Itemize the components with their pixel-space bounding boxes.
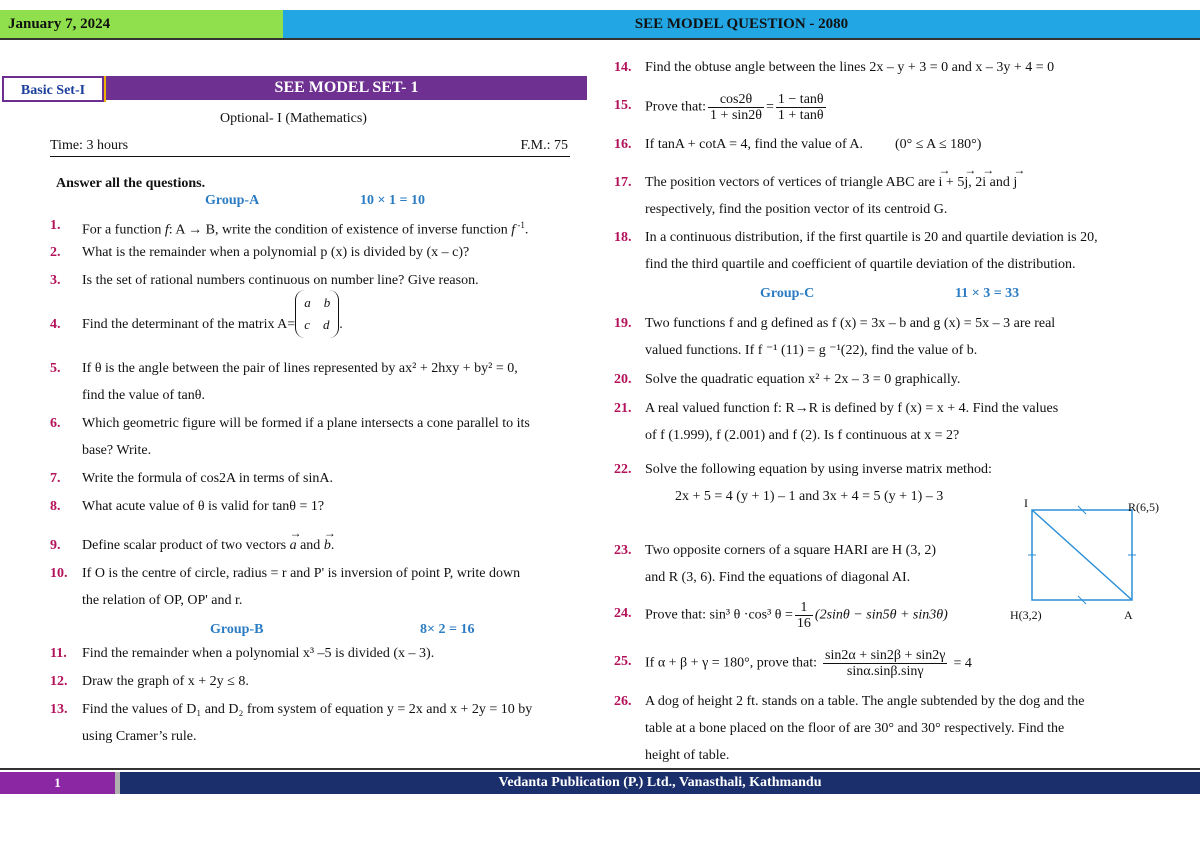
- question-text: [82, 355, 590, 409]
- text: Define scalar product of two vectors: [82, 538, 290, 553]
- question-number: 1.: [50, 218, 61, 233]
- question-text: [82, 560, 590, 614]
- fraction: [776, 92, 826, 123]
- header-series-title: SEE MODEL QUESTION - 2080: [283, 10, 1200, 38]
- set-label: Basic Set-I: [2, 76, 104, 102]
- question-text: [82, 410, 590, 464]
- matrix-cell: d: [322, 316, 330, 332]
- question-number: 10.: [50, 566, 68, 581]
- full-marks: F.M.: 75: [520, 138, 568, 153]
- fraction: [708, 92, 764, 123]
- vector-i: → i: [939, 169, 943, 196]
- denominator: 1 + tanθ: [777, 108, 824, 123]
- denominator: sinα.sinβ.sinγ: [846, 664, 924, 679]
- question-number: 20.: [614, 372, 632, 387]
- question-number: 24.: [614, 606, 632, 621]
- numerator: sin2α + sin2β + sin2γ: [825, 648, 946, 663]
- text: = 4: [953, 655, 972, 671]
- question-number: 9.: [50, 538, 61, 553]
- denominator: 1 + sin2θ: [710, 108, 762, 123]
- group-b-marks: 8× 2 = 16: [420, 622, 475, 637]
- denominator: 16: [796, 616, 811, 631]
- subject-title: Optional- I (Mathematics): [220, 111, 367, 126]
- question-text: [645, 310, 1174, 364]
- group-c-title: Group-C: [760, 286, 815, 301]
- question-text: [645, 395, 1174, 449]
- publisher-name: Vedanta Publication (P.) Ltd., Vanasthali, Kathmandu: [120, 772, 1200, 794]
- question-text: [82, 294, 590, 338]
- question-number: 13.: [50, 702, 68, 717]
- square-diagram: [1010, 496, 1150, 626]
- question-number: 15.: [614, 98, 632, 113]
- text: -1: [515, 220, 525, 230]
- question-number: 16.: [614, 137, 632, 152]
- header-divider: [0, 38, 1200, 40]
- text: Which geometric figure will be formed if a plane intersects a cone parallel to its: [82, 416, 530, 431]
- text: Prove that: sin³ θ ·cos³ θ =: [645, 607, 793, 623]
- text: If tanA + cotA = 4, find the value of A.: [645, 137, 863, 152]
- set-title: SEE MODEL SET- 1: [106, 76, 587, 100]
- text: , 2: [968, 175, 983, 190]
- vector-j: → j: [1013, 169, 1017, 196]
- text: and R (3, 6). Find the equations of diagonal AI.: [645, 570, 911, 585]
- question-text: [645, 224, 1174, 278]
- text: Prove that:: [645, 99, 707, 115]
- text: The position vectors of vertices of triangle ABC are: [645, 175, 939, 190]
- text: table at a bone placed on the floor of are 30° and 30° respectively. Find the: [645, 721, 1065, 736]
- group-b-title: Group-B: [210, 622, 264, 637]
- text: f: [511, 222, 516, 238]
- text: In a continuous distribution, if the first quartile is 20 and quartile deviation is 20,: [645, 230, 1098, 245]
- text: If O is the centre of circle, radius = r and P' is inversion of point P, write down: [82, 566, 521, 581]
- text: valued functions. If f ⁻¹ (11) = g ⁻¹(22), find the value of b.: [645, 343, 978, 358]
- text: find the third quartile and coefficient of quartile deviation of the distribution.: [645, 257, 1076, 272]
- text: =: [766, 99, 774, 115]
- question-number: 11.: [50, 646, 67, 661]
- text: For a function: [82, 222, 165, 238]
- footer-divider: [0, 768, 1200, 770]
- page-number: 1: [0, 772, 115, 794]
- text: and: [296, 538, 324, 553]
- text: Solve the following equation by using inverse matrix method:: [645, 462, 992, 477]
- header-bar: [0, 10, 1200, 38]
- question-text: Find the remainder when a polynomial x³ –5 is divided (x – 3).: [82, 646, 435, 661]
- question-text: [645, 131, 1174, 158]
- group-a-title: Group-A: [205, 193, 260, 208]
- numerator: 1 − tanθ: [777, 92, 824, 107]
- question-text: [645, 169, 1174, 223]
- text: (0° ≤ A ≤ 180°): [894, 137, 982, 152]
- text: Find the values of D₁ and D₂ from system of equation y = 2x and x + 2y = 10 by: [82, 702, 533, 717]
- question-number: 3.: [50, 273, 61, 288]
- question-number: 17.: [614, 175, 632, 190]
- text: .: [339, 317, 343, 332]
- question-text: [645, 688, 1174, 769]
- text: respectively, find the position vector of its centroid G.: [645, 202, 948, 217]
- question-number: 12.: [50, 674, 68, 689]
- text: using Cramer’s rule.: [82, 729, 197, 744]
- question-text: Solve the quadratic equation x² + 2x – 3 = 0 graphically.: [645, 372, 961, 387]
- question-text: [82, 532, 590, 559]
- question-number: 23.: [614, 543, 632, 558]
- question-number: 21.: [614, 401, 632, 416]
- text: A dog of height 2 ft. stands on a table. The angle subtended by the dog and the: [645, 694, 1085, 709]
- text: .: [330, 538, 335, 553]
- question-number: 5.: [50, 361, 61, 376]
- text: Two functions f and g defined as f (x) = 3x – b and g (x) = 5x – 3 are real: [645, 316, 1056, 331]
- question-text: [645, 648, 1174, 679]
- matrix-cell: b: [323, 294, 331, 310]
- numerator: cos2θ: [708, 92, 764, 108]
- text: base? Write.: [82, 443, 152, 458]
- time-allowed: Time: 3 hours: [50, 138, 129, 153]
- header-date: January 7, 2024: [0, 10, 283, 38]
- text: and: [986, 175, 1014, 190]
- question-number: 7.: [50, 471, 61, 486]
- group-c-marks: 11 × 3 = 33: [955, 286, 1020, 301]
- question-number: 18.: [614, 230, 632, 245]
- text: 2x + 5 = 4 (y + 1) – 1 and 3x + 4 = 5 (y + 1) – 3: [675, 489, 944, 504]
- vertex-label-h: H(3,2): [1010, 608, 1042, 622]
- footer-bar: [0, 772, 1200, 794]
- vector-i: → i: [982, 169, 986, 196]
- question-number: 8.: [50, 499, 61, 514]
- question-text: What acute value of θ is valid for tanθ = 1?: [82, 499, 325, 514]
- fraction: [823, 648, 947, 679]
- question-number: 19.: [614, 316, 632, 331]
- matrix-cell: a: [304, 294, 311, 310]
- question-number: 6.: [50, 416, 61, 431]
- text: of f (1.999), f (2.001) and f (2). Is f continuous at x = 2?: [645, 428, 960, 443]
- text: find the value of tanθ.: [82, 388, 205, 403]
- question-number: 25.: [614, 654, 632, 669]
- set-banner: [0, 72, 587, 106]
- instruction: Answer all the questions.: [56, 176, 206, 191]
- vertex-label-i: I: [1024, 496, 1028, 510]
- vertex-label-a: A: [1124, 608, 1133, 622]
- question-text: Draw the graph of x + 2y ≤ 8.: [82, 674, 249, 689]
- text: Two opposite corners of a square HARI are H (3, 2): [645, 543, 936, 558]
- matrix: [295, 290, 339, 338]
- text: height of table.: [645, 748, 730, 763]
- time-marks-line: [50, 138, 570, 157]
- question-number: 14.: [614, 60, 632, 75]
- square-hari-figure: [1010, 496, 1159, 626]
- text: If θ is the angle between the pair of lines represented by ax² + 2hxy + by² = 0,: [82, 361, 518, 376]
- question-number: 22.: [614, 462, 632, 477]
- vector-b: → b: [324, 532, 331, 559]
- text: If α + β + γ = 180°, prove that:: [645, 655, 818, 671]
- text: f: [164, 222, 169, 238]
- text: Find the determinant of the matrix A=: [82, 317, 296, 332]
- text: + 5: [942, 175, 965, 190]
- question-text: What is the remainder when a polynomial p (x) is divided by (x – c)?: [82, 245, 470, 260]
- vector-a: → a: [290, 532, 297, 559]
- vector-j: → j: [964, 169, 968, 196]
- text: the relation of OP, OP' and r.: [82, 593, 243, 608]
- text: (2sinθ − sin5θ + sin3θ): [814, 607, 948, 623]
- question-text: Write the formula of cos2A in terms of sinA.: [82, 471, 333, 486]
- fraction: [795, 600, 813, 631]
- matrix-cell: c: [304, 316, 310, 332]
- numerator: 1: [795, 600, 813, 616]
- diagonal-ia: [1032, 510, 1132, 600]
- text: .: [524, 222, 529, 238]
- question-text: Is the set of rational numbers continuous on number line? Give reason.: [82, 273, 479, 288]
- question-text: [82, 696, 590, 750]
- text: : A → B, write the condition of existence of inverse function: [168, 222, 512, 238]
- question-number: 2.: [50, 245, 61, 260]
- group-a-marks: 10 × 1 = 10: [360, 193, 425, 208]
- text: A real valued function f: R→R is defined by f (x) = x + 4. Find the values: [645, 401, 1059, 416]
- vertex-label-r: R(6,5): [1128, 500, 1159, 514]
- question-text: Find the obtuse angle between the lines 2x – y + 3 = 0 and x – 3y + 4 = 0: [645, 60, 1055, 75]
- question-number: 26.: [614, 694, 632, 709]
- question-text: [645, 92, 1174, 123]
- question-number: 4.: [50, 317, 61, 332]
